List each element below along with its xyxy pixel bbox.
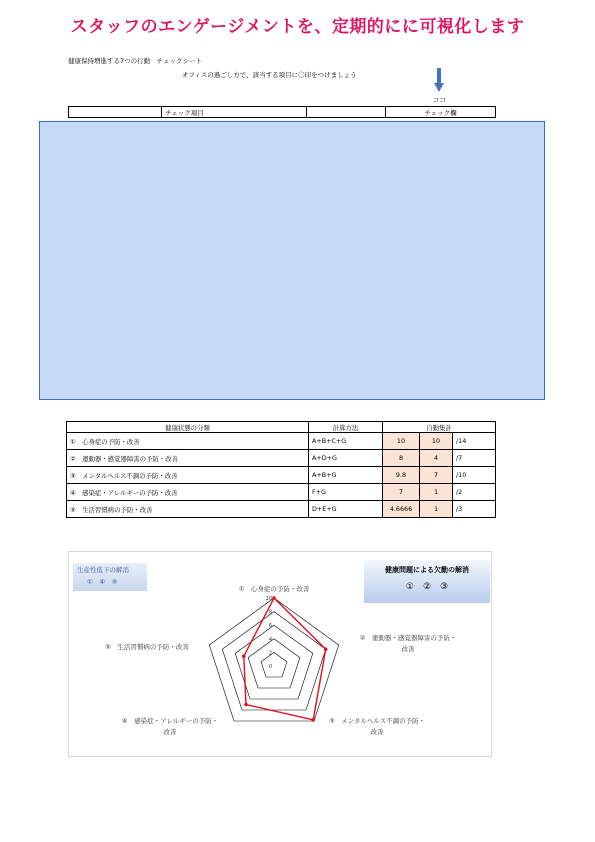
category-label: ③ メンタルヘルス不調の予防・改善 [67, 467, 309, 484]
table-row [67, 501, 496, 518]
count-cell: 1 [420, 501, 453, 518]
axis-category-label: ④ 感染症・アレルギーの予防・ [121, 717, 219, 725]
productivity-note [73, 563, 147, 591]
axis-category-label: 改善 [401, 645, 415, 653]
axis-category-label: ② 運動器・感覚器障害の予防・ [359, 634, 457, 642]
data-point [272, 596, 276, 600]
instruction-text: オフィスの過ごし方で、該当する項目に〇印をつけましょう [182, 71, 357, 79]
score-cell: 9.8 [383, 467, 420, 484]
category-label: ④ 感染症・アレルギーの予防・改善 [67, 484, 309, 501]
check-item-header: チェック項目 [162, 107, 307, 118]
axis-category-label: ③ メンタルヘルス不調の予防・ [328, 717, 426, 725]
productivity-note-items: ① ④ ⑤ [87, 578, 118, 586]
score-cell: 10 [383, 433, 420, 450]
grid-ring [209, 598, 338, 721]
count-cell: 7 [420, 467, 453, 484]
absence-note-items: ① ② ③ [405, 582, 449, 592]
tick-label: 2 [268, 650, 272, 657]
method-cell: A+D+G [309, 450, 383, 467]
summary-table [66, 421, 496, 518]
score-cell: 7 [383, 484, 420, 501]
tick-label: 0 [268, 664, 272, 670]
max-cell: /3 [453, 501, 496, 518]
category-header: 健康状態の分類 [67, 422, 309, 433]
category-label: ① 心身症の予防・改善 [67, 433, 309, 450]
table-row [67, 467, 496, 484]
checklist-overlay-box [39, 121, 545, 400]
data-point [311, 718, 315, 722]
grid-ring [248, 636, 300, 688]
tally-header: 自動集計 [383, 422, 496, 433]
max-cell: /10 [453, 467, 496, 484]
method-cell: A+B+C+G [309, 433, 383, 450]
score-cell: 8 [383, 450, 420, 467]
table-row [67, 433, 496, 450]
tick-label: 10 [265, 596, 272, 602]
method-cell: D+E+G [309, 501, 383, 518]
data-point [324, 647, 328, 651]
checksheet-title: 健康保持増進する7つの行動 チェックシート [68, 57, 202, 65]
max-cell: /14 [453, 433, 496, 450]
method-header: 計算方法 [309, 422, 383, 433]
max-cell: /2 [453, 484, 496, 501]
count-cell: 10 [420, 433, 453, 450]
tick-label: 6 [268, 623, 272, 630]
count-cell: 1 [420, 484, 453, 501]
score-cell: 4.6666 [383, 501, 420, 518]
tick-label: 8 [268, 609, 272, 616]
productivity-note-title: 生産性低下の解消 [77, 566, 129, 574]
check-table [68, 106, 496, 118]
category-label: ⑤ 生活習慣病の予防・改善 [67, 501, 309, 518]
grid-ring [261, 652, 287, 677]
axis-category-label: 改善 [163, 728, 177, 736]
tick-label: 4 [268, 636, 272, 643]
data-point [242, 654, 246, 658]
axis-category-label: ① 心身症の予防・改善 [238, 585, 310, 593]
category-label: ② 運動器・感覚器障害の予防・改善 [67, 450, 309, 467]
arrow-down-icon [434, 68, 444, 92]
table-row [67, 484, 496, 501]
max-cell: /7 [453, 450, 496, 467]
axis-category-label: 改善 [370, 728, 384, 736]
table-row [67, 450, 496, 467]
check-column-header: チェック欄 [386, 107, 496, 118]
arrow-label: ココ [433, 96, 446, 104]
series-line [244, 598, 326, 720]
data-point [244, 703, 248, 707]
method-cell: F+G [309, 484, 383, 501]
absence-note [364, 560, 490, 603]
absence-note-title: 健康問題による欠勤の解消 [385, 566, 469, 574]
axis-category-label: ⑤ 生活習慣病の予防・改善 [105, 643, 189, 651]
count-cell: 4 [420, 450, 453, 467]
page-title: スタッフのエンゲージメントを、定期的にに可視化します [70, 17, 525, 37]
method-cell: A+B+G [309, 467, 383, 484]
